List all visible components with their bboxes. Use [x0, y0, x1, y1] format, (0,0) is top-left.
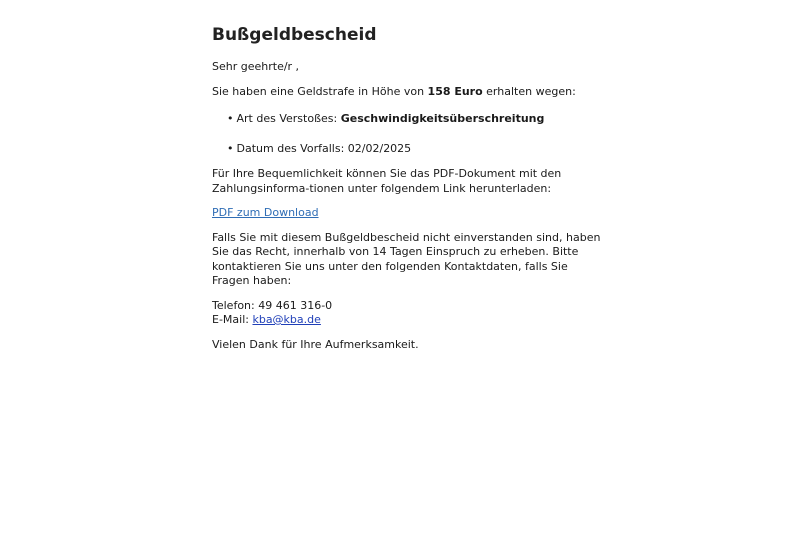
bullet-icon: •	[227, 141, 234, 155]
objection-paragraph: Falls Sie mit diesem Bußgeldbescheid nicht einverstanden sind, haben Sie das Recht, innerhalb von 14 Tagen Einspruch zu erheben. Bitte kontaktieren Sie uns unter den folgenden Kontaktdaten, falls Sie Fragen haben:	[212, 230, 601, 287]
email-line	[212, 313, 604, 328]
closing-line: Vielen Dank für Ihre Aufmerksamkeit.	[212, 337, 419, 351]
email-link[interactable]: kba@kba.de	[252, 313, 321, 326]
fine-amount: 158 Euro	[427, 84, 483, 98]
fine-intro	[212, 85, 604, 100]
date-item	[227, 142, 604, 157]
letter-body	[212, 20, 604, 362]
phone-line: Telefon: 49 461 316-0	[212, 298, 333, 312]
violation-value: Geschwindigkeitsüberschreitung	[340, 112, 545, 125]
fine-intro-suffix: erhalten wegen:	[482, 84, 576, 98]
violation-label: Art des Verstoßes:	[236, 112, 341, 125]
page-title: Bußgeldbescheid	[212, 25, 377, 45]
date-value: 02/02/2025	[347, 141, 412, 155]
violation-item	[227, 112, 604, 127]
download-paragraph: Für Ihre Bequemlichkeit können Sie das PDF-Dokument mit den Zahlungsinforma-tionen unter folgendem Link herunterladen:	[212, 167, 562, 195]
greeting: Sehr geehrte/r ,	[212, 60, 300, 73]
date-label: Datum des Vorfalls:	[236, 141, 348, 155]
download-paragraph-link	[212, 206, 604, 221]
pdf-download-link[interactable]: PDF zum Download	[212, 206, 319, 219]
fine-intro-prefix: Sie haben eine Geldstrafe in Höhe von	[212, 84, 428, 98]
email-label: E-Mail:	[212, 313, 253, 326]
contact-block	[212, 299, 604, 328]
bullet-icon: •	[227, 112, 234, 125]
